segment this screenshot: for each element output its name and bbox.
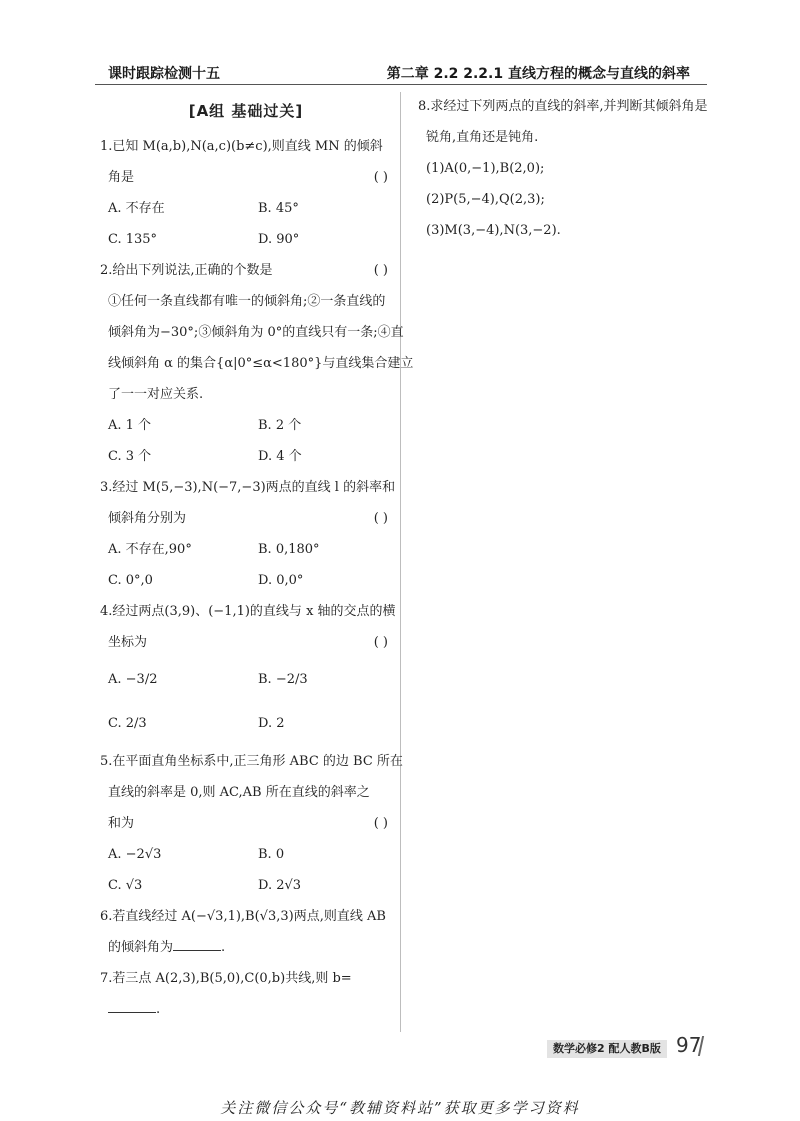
- option-d: D. 0,0°: [258, 573, 304, 588]
- question-text: 的倾斜角为: [108, 940, 174, 955]
- question-5: [100, 746, 403, 901]
- question-text: 坐标为: [108, 635, 148, 650]
- option-a: A. 不存在: [108, 201, 165, 216]
- question-text: 7.若三点 A(2,3),B(5,0),C(0,b)共线,则 b=: [100, 971, 352, 986]
- question-text: 直线的斜率是 0,则 AC,AB 所在直线的斜率之: [108, 785, 370, 800]
- question-text: 2.给出下列说法,正确的个数是: [100, 263, 273, 278]
- question-text: 8.求经过下列两点的直线的斜率,并判断其倾斜角是: [418, 99, 708, 114]
- answer-bracket: ( ): [373, 816, 388, 831]
- option-b: B. 0,180°: [258, 542, 320, 557]
- question-text: 线倾斜角 α 的集合{α|0°≤α<180°}与直线集合建立: [108, 356, 414, 371]
- option-a: A. 1 个: [108, 418, 152, 433]
- question-text: .: [156, 1002, 161, 1017]
- question-text: 4.经过两点(3,9)、(−1,1)的直线与 x 轴的交点的横: [100, 604, 396, 619]
- question-8: [418, 91, 718, 246]
- question-text: 3.经过 M(5,−3),N(−7,−3)两点的直线 l 的斜率和: [100, 480, 396, 495]
- option-c: C. √3: [108, 878, 143, 893]
- question-7: [100, 963, 392, 1025]
- watermark-text: 关注微信公众号“教辅资料站”获取更多学习资料: [220, 1099, 580, 1117]
- option-c: C. 0°,0: [108, 573, 153, 588]
- options: [100, 410, 392, 472]
- header-title: 课时跟踪检测十五: [108, 66, 220, 82]
- left-column: [100, 96, 414, 1025]
- sub-question-3: (3)M(3,−4),N(3,−2).: [426, 223, 561, 238]
- option-b: B. −2/3: [258, 672, 308, 687]
- options: [100, 534, 392, 596]
- option-b: B. 2 个: [258, 418, 302, 433]
- group-title: [A组 基础过关]: [188, 102, 304, 120]
- question-text: 1.已知 M(a,b),N(a,c)(b≠c),则直线 MN 的倾斜: [100, 139, 383, 154]
- answer-bracket: ( ): [373, 170, 388, 185]
- question-text: 锐角,直角还是钝角.: [426, 130, 539, 145]
- option-a: A. −2√3: [108, 847, 162, 862]
- question-text: 角是: [108, 170, 135, 185]
- option-d: D. 2: [258, 716, 285, 731]
- answer-bracket: ( ): [373, 263, 388, 278]
- column-divider: [400, 92, 401, 1032]
- right-column: [418, 91, 718, 246]
- question-text: .: [221, 940, 226, 955]
- question-1: [100, 131, 392, 255]
- option-c: C. 3 个: [108, 449, 152, 464]
- options: [100, 193, 392, 255]
- option-b: B. 45°: [258, 201, 299, 216]
- option-d: D. 2√3: [258, 878, 302, 893]
- sub-question-1: (1)A(0,−1),B(2,0);: [426, 161, 545, 176]
- header-rule: [95, 84, 707, 85]
- question-text: 了一一对应关系.: [108, 387, 204, 402]
- book-badge: 数学必修2 配人教B版: [547, 1040, 667, 1058]
- option-a: A. 不存在,90°: [108, 542, 192, 557]
- option-c: C. 2/3: [108, 716, 147, 731]
- question-text: 5.在平面直角坐标系中,正三角形 ABC 的边 BC 所在: [100, 754, 403, 769]
- question-text: 倾斜角为−30°;③倾斜角为 0°的直线只有一条;④直: [108, 325, 404, 340]
- question-4: [100, 596, 396, 746]
- option-a: A. −3/2: [108, 672, 158, 687]
- question-text: ①任何一条直线都有唯一的倾斜角;②一条直线的: [108, 294, 386, 309]
- question-text: 倾斜角分别为: [108, 511, 187, 526]
- question-3: [100, 472, 396, 596]
- options: [100, 839, 392, 901]
- sub-question-2: (2)P(5,−4),Q(2,3);: [426, 192, 545, 207]
- question-6: [100, 901, 392, 963]
- answer-bracket: ( ): [373, 511, 388, 526]
- answer-blank: [108, 998, 156, 1013]
- question-2: [100, 255, 414, 472]
- option-c: C. 135°: [108, 232, 158, 247]
- option-b: B. 0: [258, 847, 285, 862]
- option-d: D. 4 个: [258, 449, 302, 464]
- answer-bracket: ( ): [373, 635, 388, 650]
- question-text: 和为: [108, 816, 135, 831]
- answer-blank: [173, 936, 221, 951]
- option-d: D. 90°: [258, 232, 300, 247]
- options: [100, 658, 392, 746]
- page-number: 97: [676, 1033, 702, 1057]
- question-text: 6.若直线经过 A(−√3,1),B(√3,3)两点,则直线 AB: [100, 909, 386, 924]
- header-chapter: 第二章 2.2 2.2.1 直线方程的概念与直线的斜率: [386, 66, 690, 82]
